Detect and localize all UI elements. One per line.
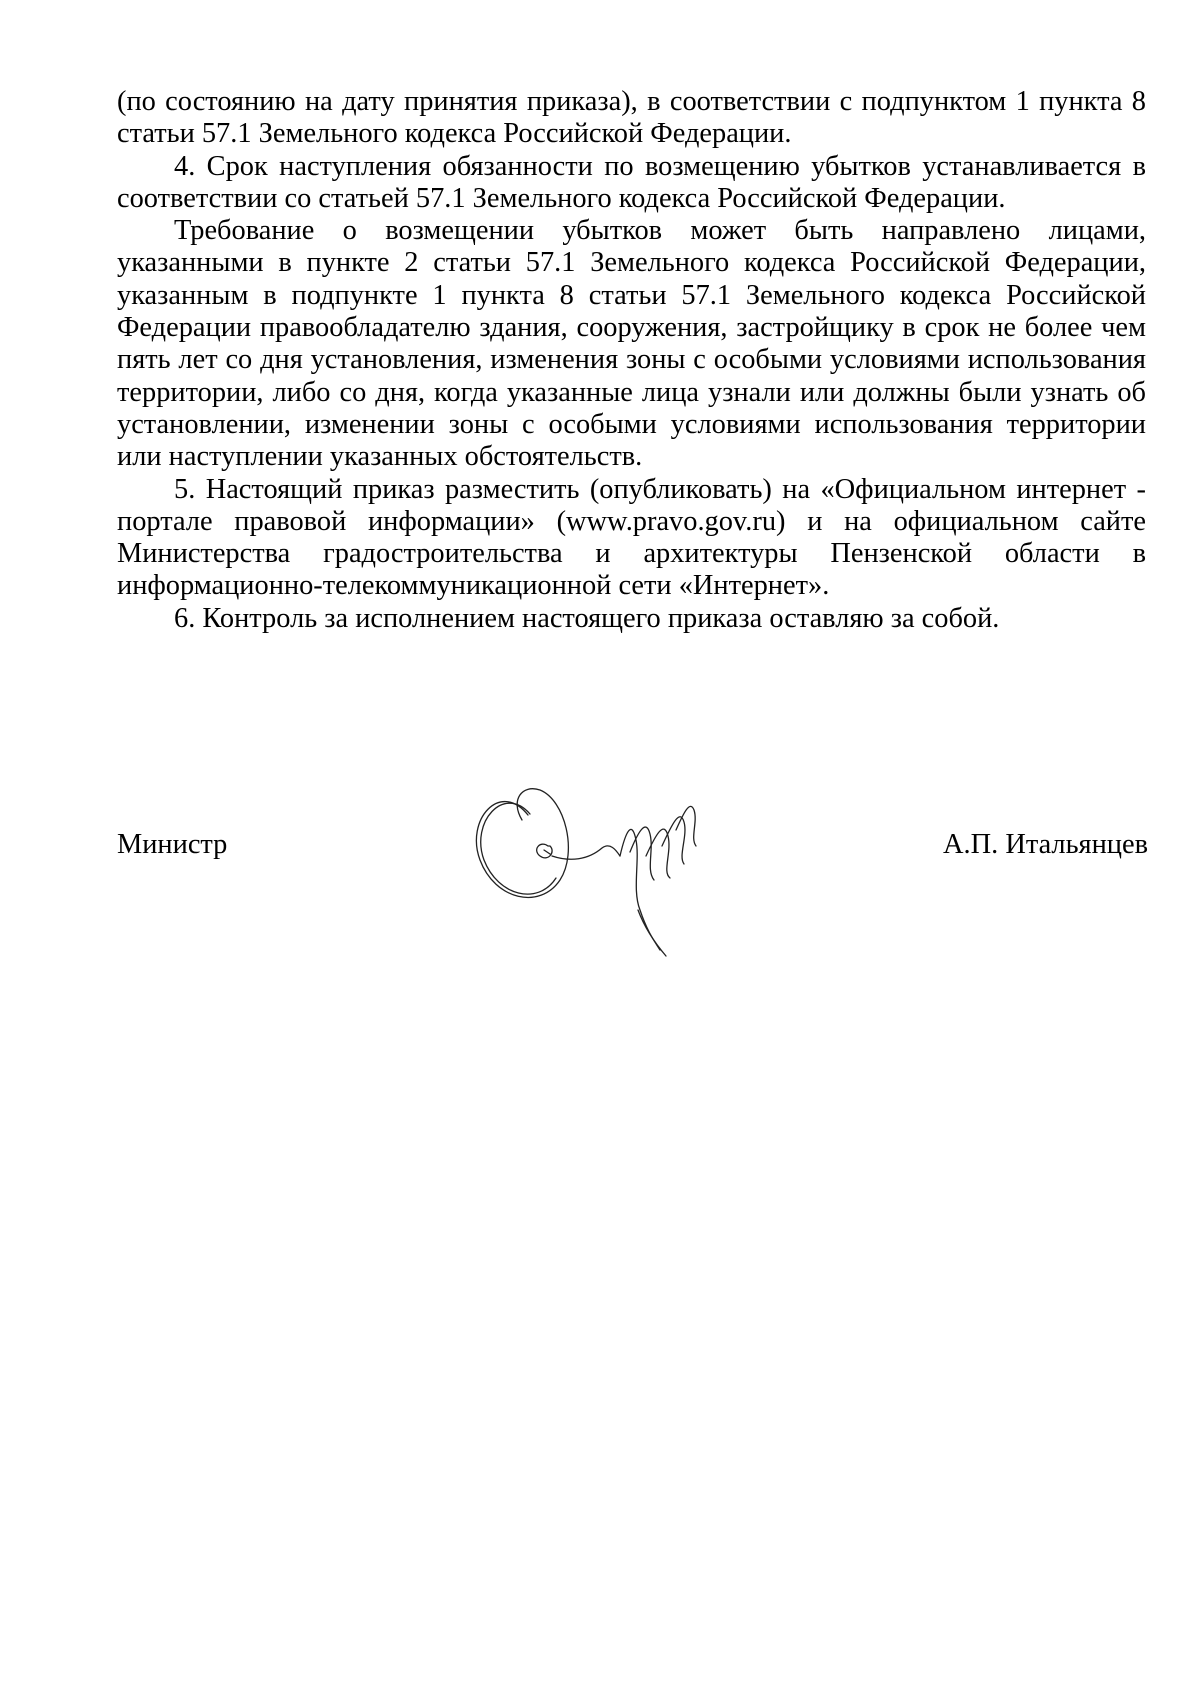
signatory-position: Министр <box>117 829 228 860</box>
paragraph-item-4: 4. Срок наступления обязанности по возмещению убытков устанавливается в соответствии со статьей 57.1 Земельного кодекса Российской Федерации. <box>117 150 1146 214</box>
handwritten-signature <box>470 760 740 960</box>
signature-icon <box>470 760 740 960</box>
document-body <box>117 86 1146 635</box>
signatory-name: А.П. Итальянцев <box>943 829 1148 860</box>
paragraph-damages-claim: Требование о возмещении убытков может быть направлено лицами, указанными в пункте 2 статьи 57.1 Земельного кодекса Российской Федерации, указанным в подпункте 1 пункта 8 статьи 57.1 Земельного кодекса Российской Федерации правообладателю здания, сооружения, застройщику в срок не более чем пять лет со дня установления, изменения зоны с особыми условиями использования территории, либо со дня, когда указанные лица узнали или должны были узнать об установлении, изменении зоны с особыми условиями использования территории или наступлении указанных обстоятельств. <box>117 215 1146 473</box>
paragraph-item-5: 5. Настоящий приказ разместить (опубликовать) на «Официальном интернет - портале правовой информации» (www.pravo.gov.ru) и на официальном сайте Министерства градостроительства и архитектуры Пензенской области в информационно-телекоммуникационной сети «Интернет». <box>117 473 1146 602</box>
paragraph-item-6: 6. Контроль за исполнением настоящего приказа оставляю за собой. <box>174 602 1000 634</box>
paragraph-continuation: (по состоянию на дату принятия приказа), в соответствии с подпунктом 1 пункта 8 статьи 57.1 Земельного кодекса Российской Федерации. <box>117 86 1146 150</box>
